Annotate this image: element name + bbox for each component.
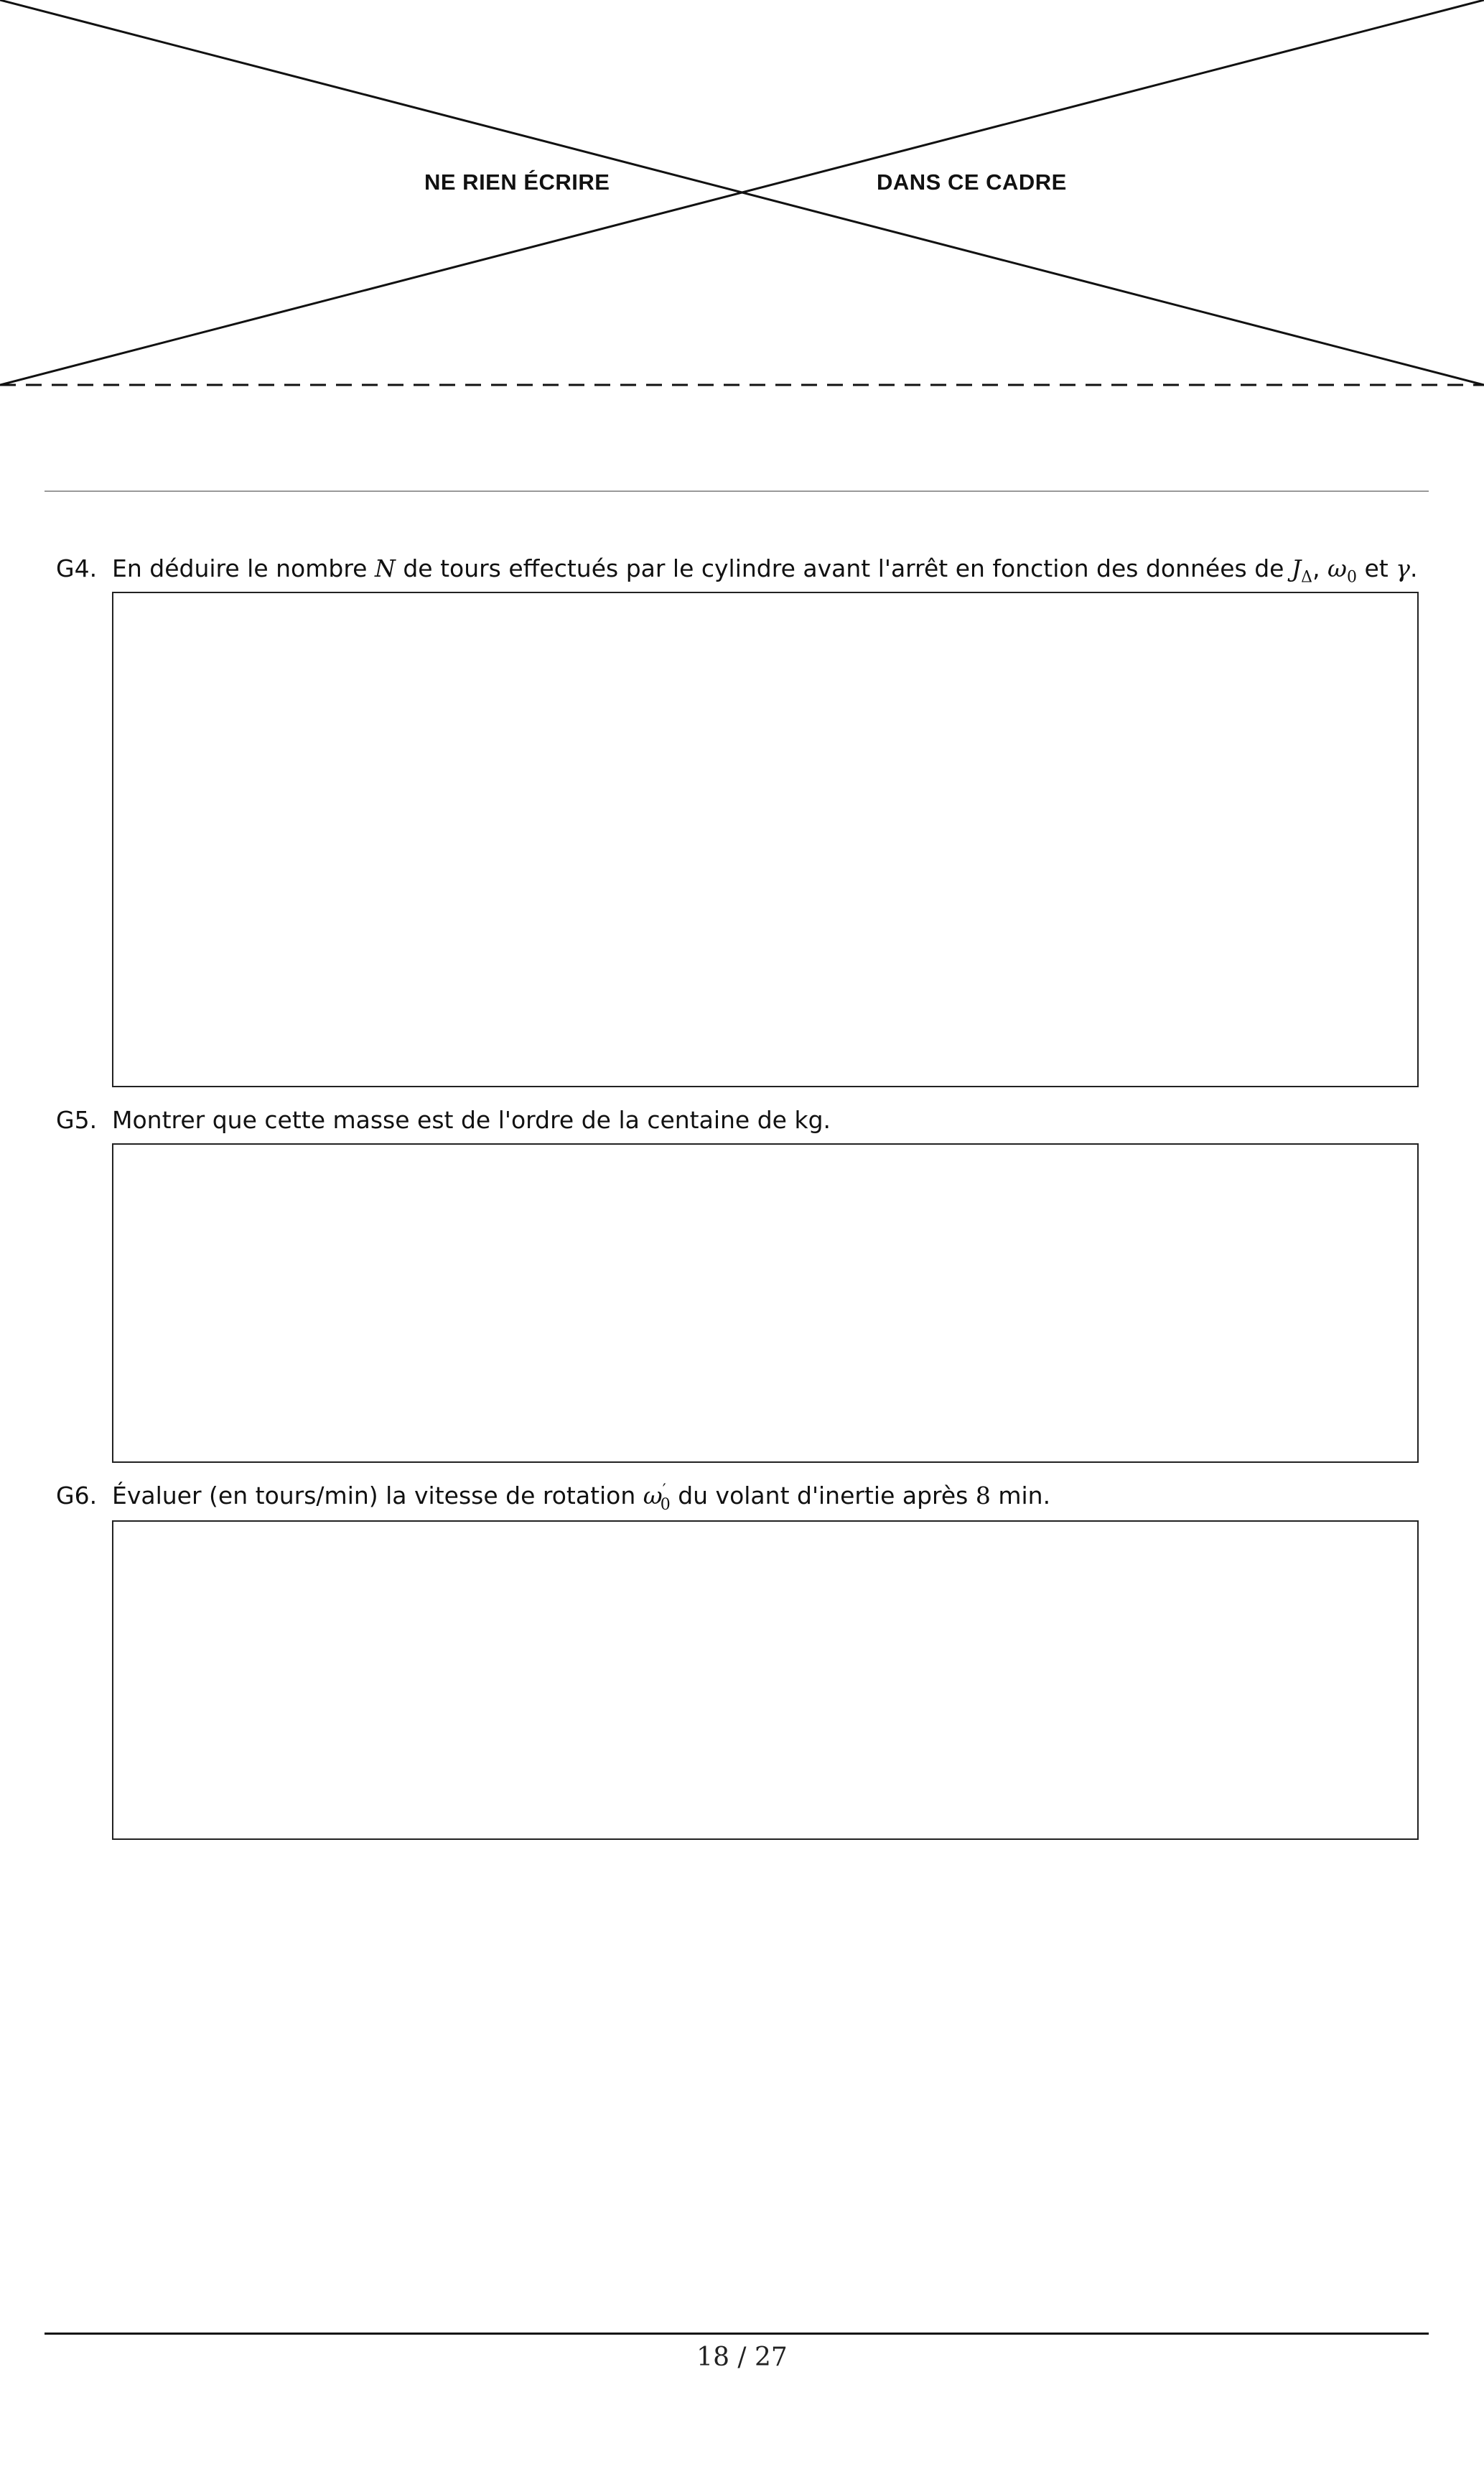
q6-num: 8: [975, 1482, 991, 1510]
q4-text-d: .: [1409, 554, 1418, 582]
header-text-left: NE RIEN ÉCRIRE: [424, 169, 610, 195]
header-text-right: DANS CE CADRE: [877, 169, 1067, 195]
answer-box-g4[interactable]: [112, 592, 1419, 1087]
q4-text-a: En déduire le nombre: [112, 554, 375, 582]
answer-box-g6[interactable]: [112, 1520, 1419, 1840]
q6-text-c: min.: [990, 1482, 1051, 1510]
q4-var-omega: ω: [1327, 554, 1347, 582]
q4-sub-j: Δ: [1301, 568, 1313, 587]
answer-box-g5[interactable]: [112, 1143, 1419, 1463]
q6-text-a: Évaluer (en tours/min) la vitesse de rotation: [112, 1482, 643, 1510]
q4-var-n: N: [374, 554, 396, 582]
q4-text-b: de tours effectués par le cylindre avant l'arrêt en fonction des données de: [395, 554, 1292, 582]
q6-text-b: du volant d'inertie après: [670, 1482, 976, 1510]
page-number: 18 / 27: [696, 2343, 788, 2372]
question-label-g6: G6.: [56, 1482, 98, 1510]
question-label-g4: G4.: [56, 554, 98, 582]
q4-sep: ,: [1312, 554, 1328, 582]
q6-sup-prime: ′: [662, 1482, 666, 1499]
q4-var-j: J: [1291, 554, 1302, 582]
q4-text-c: et: [1356, 554, 1396, 582]
question-label-g5: G5.: [56, 1106, 98, 1134]
q4-var-gamma: γ: [1396, 554, 1410, 582]
q4-sub-omega: 0: [1346, 568, 1357, 587]
do-not-write-frame: [0, 0, 1484, 388]
question-text-g4: [112, 554, 1417, 587]
q6-var-omega: ω: [643, 1482, 663, 1510]
question-text-g6: [112, 1482, 1050, 1514]
top-rule: [45, 490, 1429, 492]
bottom-rule: [45, 2333, 1429, 2335]
question-text-g5: Montrer que cette masse est de l'ordre de la centaine de kg.: [112, 1106, 831, 1134]
q6-sub-omega: 0: [660, 1495, 671, 1514]
